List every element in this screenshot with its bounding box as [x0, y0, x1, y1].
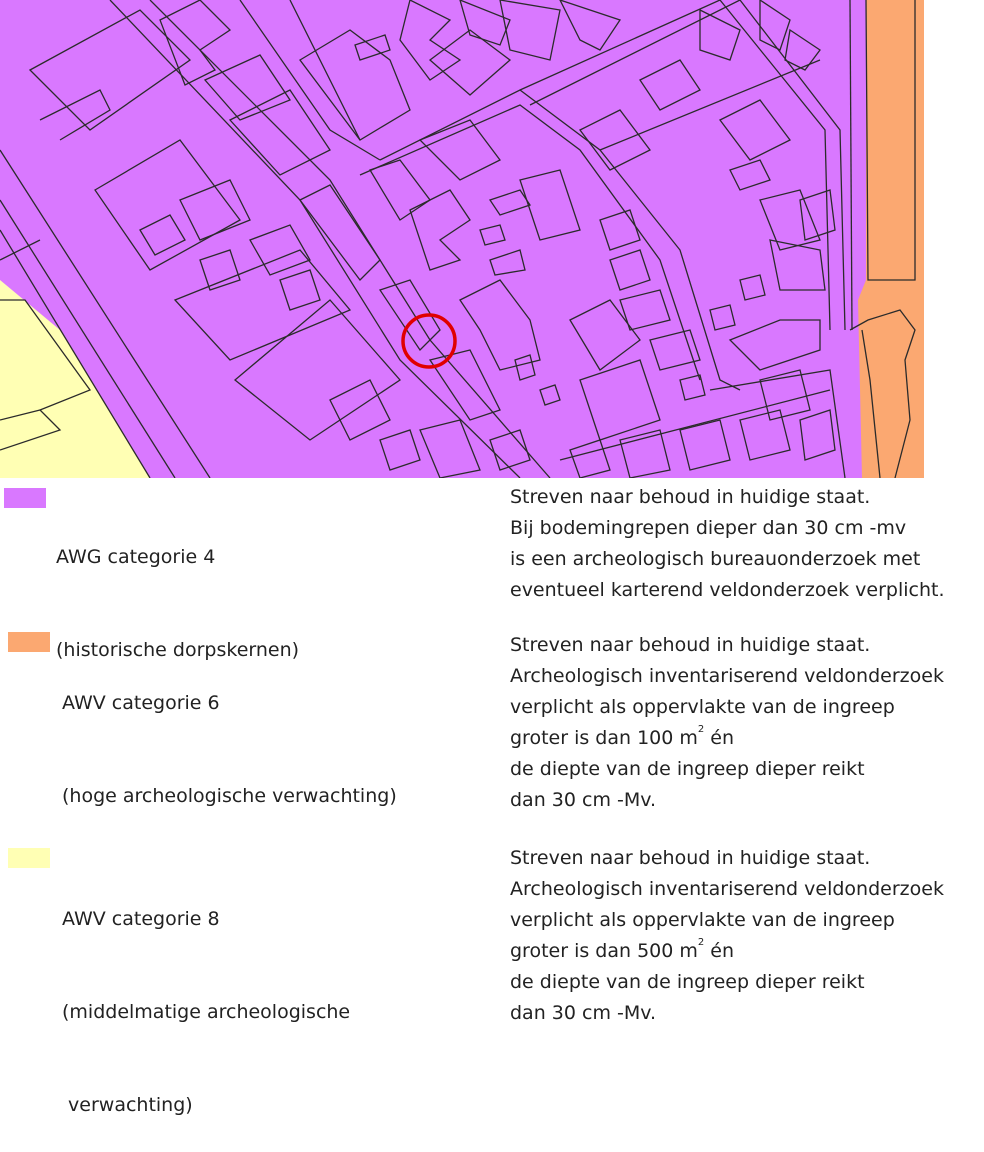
description-line: Streven naar behoud in huidige staat. [510, 847, 871, 869]
legend-label-category-8 [62, 842, 350, 1152]
legend-swatch-category-6 [8, 632, 50, 652]
description-line: dan 30 cm -Mv. [510, 1002, 657, 1024]
description-line: de diepte van de ingreep dieper reikt [510, 758, 865, 780]
legend-subtitle: (hoge archeologische verwachting) [62, 785, 397, 807]
legend-title: AWG categorie 4 [56, 546, 216, 568]
description-line: eventueel karterend veldonderzoek verplicht. [510, 579, 945, 601]
description-line: dan 30 cm -Mv. [510, 789, 657, 811]
description-line: groter is dan 100 $m^2$ én [510, 724, 735, 749]
legend-subtitle: (middelmatige archeologische [62, 1001, 351, 1023]
description-line: Archeologisch inventariserend veldonderzoek [510, 665, 944, 687]
legend-title: AWV categorie 6 [62, 692, 220, 714]
description-line: verplicht als oppervlakte van de ingreep [510, 696, 895, 718]
description-line: groter is dan 500 $m^2$ én [510, 937, 735, 962]
description-line: is een archeologisch bureauonderzoek met [510, 548, 921, 570]
legend-description-category-4 [510, 482, 945, 606]
legend-swatch-category-4 [4, 488, 46, 508]
legend-description-category-6 [510, 630, 944, 816]
legend-swatch-category-8 [8, 848, 50, 868]
description-line: Bij bodemingrepen dieper dan 30 cm -mv [510, 517, 907, 539]
legend-label-category-6 [62, 626, 397, 843]
zone-category-4 [0, 0, 924, 478]
description-line: de diepte van de ingreep dieper reikt [510, 971, 865, 993]
description-line: Streven naar behoud in huidige staat. [510, 634, 871, 656]
archaeology-map [0, 0, 924, 478]
legend-subtitle: (historische dorpskernen) [56, 639, 300, 661]
legend-subtitle: verwachting) [62, 1094, 193, 1116]
legend-title: AWV categorie 8 [62, 908, 220, 930]
legend-description-category-8 [510, 843, 944, 1029]
description-line: Archeologisch inventariserend veldonderzoek [510, 878, 944, 900]
description-line: verplicht als oppervlakte van de ingreep [510, 909, 895, 931]
description-line: Streven naar behoud in huidige staat. [510, 486, 871, 508]
